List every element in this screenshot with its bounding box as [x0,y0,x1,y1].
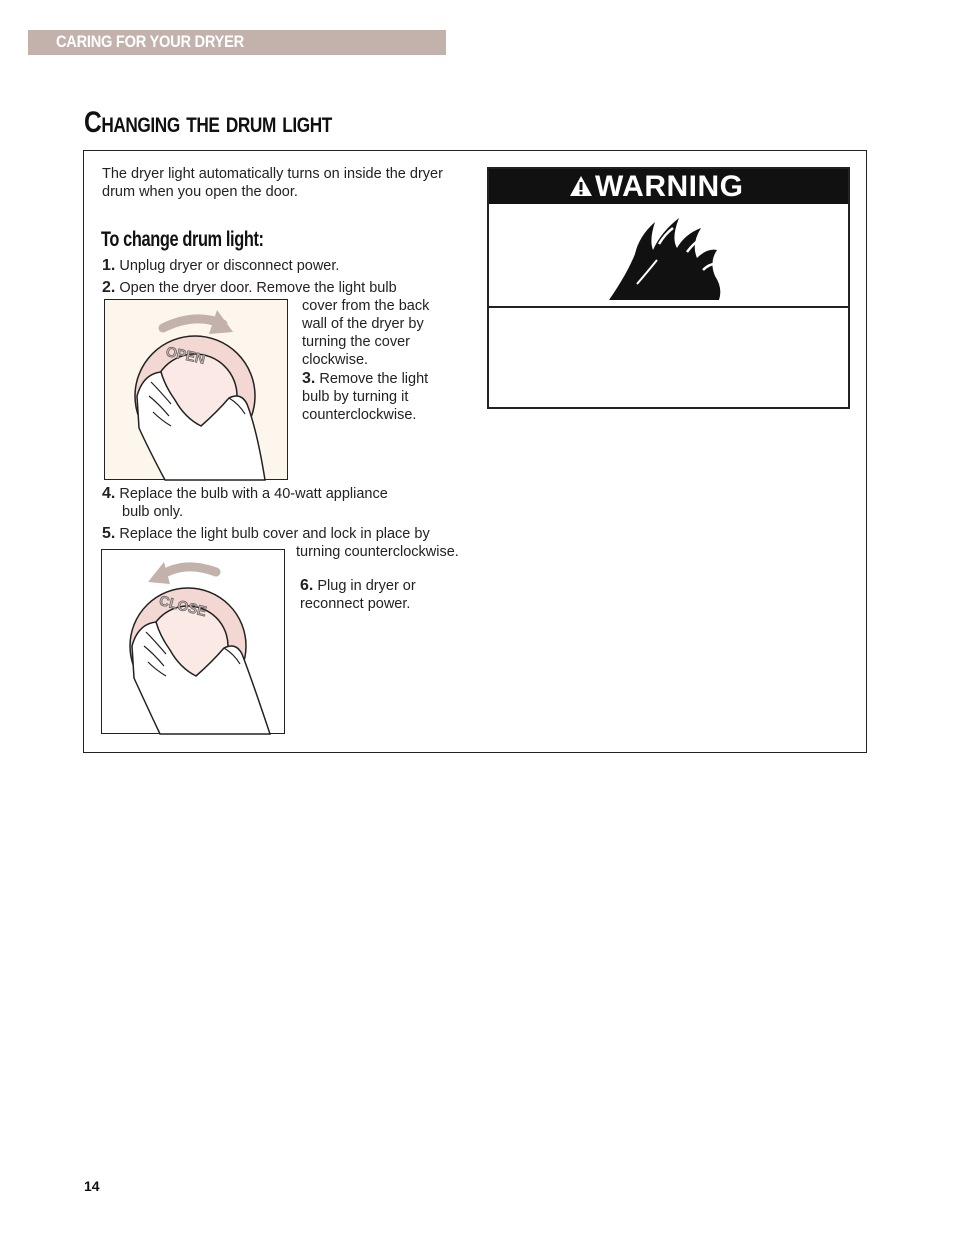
step-text-line: counterclockwise. [302,407,417,423]
step-3 [302,370,462,424]
warning-triangle-icon [569,175,593,197]
step-2 [102,279,462,297]
step-number: 1. [102,257,116,274]
sub-heading: To change drum light: [101,228,264,251]
step-6 [300,577,480,613]
step-text: Open the dryer door. Remove the light bulb [119,280,397,296]
step-number: 3. [302,370,316,387]
step-text: Plug in dryer or [317,578,416,594]
step-number: 4. [102,485,116,502]
step-text-line: reconnect power. [300,596,411,612]
step-text: Remove the light [319,371,429,387]
step-number: 2. [102,279,116,296]
warning-divider [489,306,848,308]
step-text-line: wall of the dryer by [302,316,424,332]
step-number: 5. [102,525,116,542]
section-header: CARING FOR YOUR DRYER [56,32,244,51]
page-title: Changing the drum light [84,106,332,139]
close-illustration [101,549,285,734]
intro-text-content: The dryer light automatically turns on inside the dryer drum when you open the door. [102,166,443,200]
step-2-continued [302,297,462,369]
open-label: OPEN [164,343,207,367]
fire-icon [607,214,727,302]
step-1 [102,257,462,275]
counterclockwise-arrow-icon [148,562,170,584]
warning-label: WARNING [595,170,744,203]
intro-text [102,165,452,201]
step-text-line: bulb only. [122,504,183,520]
step-number: 6. [300,577,314,594]
step-text-line: bulb by turning it [302,389,409,405]
step-text: Unplug dryer or disconnect power. [119,258,340,274]
step-text: Replace the light bulb cover and lock in place by [119,526,430,542]
step-text-line: turning counterclockwise. [296,544,459,560]
step-text-line: turning the cover [302,334,411,350]
warning-header [489,169,848,204]
warning-box [487,167,850,409]
step-5-continued [296,543,486,561]
open-illustration [104,299,288,480]
section-header-band [28,30,446,55]
step-text-line: cover from the back [302,298,430,314]
step-text-line: clockwise. [302,352,369,368]
close-label: CLOSE [157,592,209,620]
page-number: 14 [84,1178,100,1194]
step-text: Replace the bulb with a 40-watt appliance [119,486,388,502]
step-4 [102,485,462,521]
step-5 [102,525,482,543]
